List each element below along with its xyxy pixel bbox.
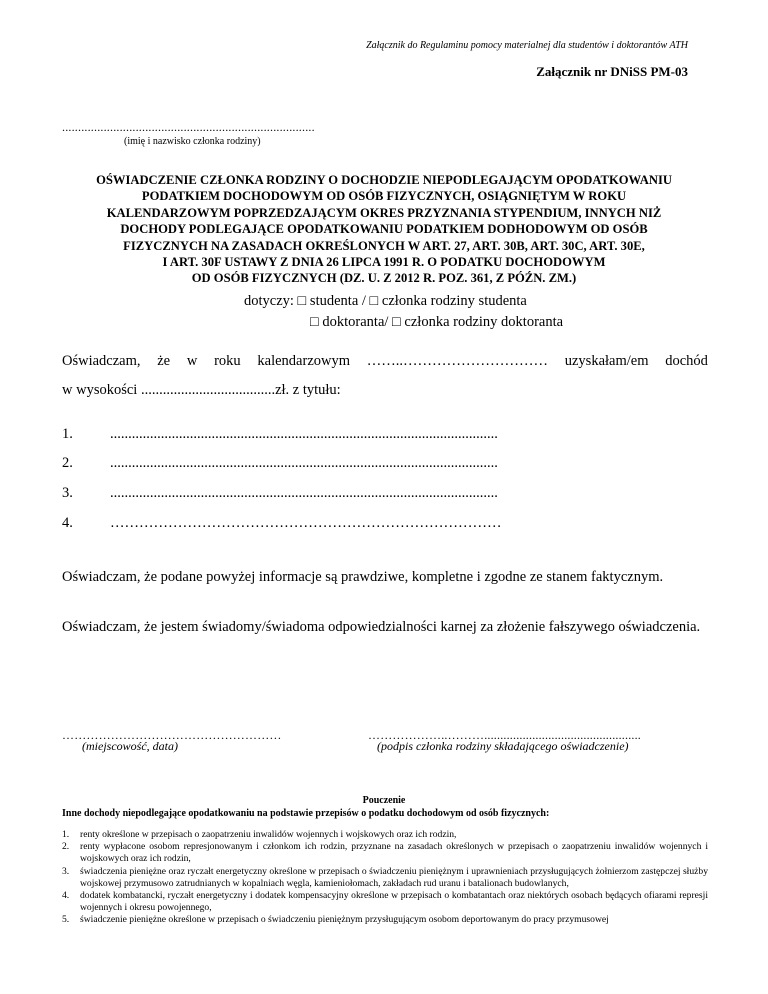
declaration-word: Oświadczam,: [62, 353, 141, 369]
title-line: DOCHODY PODLEGAJĄCE OPODATKOWANIU PODATKIEM DODHODOWYM OD OSÓB: [120, 222, 648, 237]
income-amount-line[interactable]: w wysokości .....................................zł. z tytułu:: [62, 382, 341, 398]
instructions-list: [62, 829, 708, 927]
item-number: 3.: [62, 485, 73, 501]
income-source-item[interactable]: [62, 455, 498, 472]
list-item-number: 3.: [62, 865, 70, 877]
list-item: [62, 841, 708, 865]
list-item-number: 4.: [62, 890, 70, 902]
list-item-number: 2.: [62, 841, 70, 853]
income-source-item[interactable]: [62, 485, 498, 502]
document-title: [60, 172, 708, 287]
place-date-label: (miejscowość, data): [82, 739, 178, 753]
title-line: KALENDARZOWYM POPRZEDZAJĄCYM OKRES PRZYZNANIA STYPENDIUM, INNYCH NIŻ: [106, 205, 662, 220]
declaration-word: że: [157, 353, 171, 369]
instructions-subheading: Inne dochody niepodlegające opodatkowaniu na podstawie przepisów o podatku dochodowym od osób fizycznych:: [62, 808, 550, 819]
list-item-number: 1.: [62, 829, 70, 840]
title-line: FIZYCZNYCH NA ZASADACH OKREŚLONYCH W ART. 27, ART. 30B, ART. 30C, ART. 30E,: [123, 238, 645, 253]
instructions-heading: Pouczenie: [362, 795, 406, 806]
signature-label: (podpis członka rodziny składającego oświadczenie): [377, 739, 629, 753]
list-item: [62, 829, 708, 841]
place-date-field[interactable]: ………………………………………………: [62, 728, 282, 742]
list-item-number: 5.: [62, 914, 70, 926]
name-field-line[interactable]: ...............................................................................: [62, 120, 315, 134]
truthfulness-statement: Oświadczam, że podane powyżej informacje są prawdziwe, kompletne i zgodne ze stanem faktycznym.: [62, 569, 664, 585]
list-item-text: świadczenie pieniężne określone w przepisach o świadczeniu pieniężnym przysługującym osobom deportowanym do pracy przymusowej: [80, 914, 609, 926]
concerns-doctoral-options[interactable]: □ doktoranta/ □ członka rodziny doktoranta: [310, 314, 564, 330]
list-item: [62, 890, 708, 914]
list-item-text: dodatek kombatancki, ryczałt energetyczny i dodatek kompensacyjny określone w przepisach o kombatantach oraz niektórych osobach będących ofiarami represji wojennych i okresu powojennego,: [80, 890, 708, 914]
declaration-word: dochód: [665, 353, 708, 369]
declaration-word: kalendarzowym: [257, 353, 351, 369]
declaration-word: w: [186, 353, 198, 369]
concerns-student-options[interactable]: dotyczy: □ studenta / □ członka rodziny studenta: [244, 293, 527, 309]
item-fill-line[interactable]: ………………………………………………………………………: [110, 515, 502, 531]
income-source-item[interactable]: [62, 426, 498, 443]
attachment-note: Załącznik do Regulaminu pomocy materialnej dla studentów i doktorantów ATH: [366, 40, 688, 51]
declaration-word: roku: [214, 353, 241, 369]
liability-statement: Oświadczam, że jestem świadomy/świadoma odpowiedzialności karnej za złożenie fałszywego oświadczenia.: [62, 619, 701, 635]
income-declaration-line: [62, 353, 708, 370]
list-item: [62, 914, 708, 926]
title-line: I ART. 30F USTAWY Z DNIA 26 LIPCA 1991 R. O PODATKU DOCHODOWYM: [162, 255, 606, 270]
title-line: PODATKIEM DOCHODOWYM OD OSÓB FIZYCZNYCH, OSIĄGNIĘTYM W ROKU: [141, 189, 627, 204]
item-fill-line[interactable]: ...........................................................................................................: [110, 485, 498, 501]
declaration-word: uzyskałam/em: [564, 353, 649, 369]
signature-field[interactable]: ………………..……….................................................: [368, 728, 641, 742]
item-fill-line[interactable]: ...........................................................................................................: [110, 426, 498, 442]
attachment-number: Załącznik nr DNiSS PM-03: [536, 64, 688, 79]
list-item-text: renty wypłacone osobom represjonowanym i członkom ich rodzin, przyznane na zasadach określonych w przepisach o zaopatrzeniu inwalidów wojennych i wojskowych oraz ich rodzin,: [80, 841, 708, 865]
title-line: OŚWIADCZENIE CZŁONKA RODZINY O DOCHODZIE NIEPODLEGAJĄCYM OPODATKOWANIU: [96, 173, 672, 187]
title-line: OD OSÓB FIZYCZNYCH (DZ. U. Z 2012 R. POZ. 361, Z PÓŹN. ZM.): [191, 271, 577, 286]
list-item: [62, 866, 708, 890]
year-field[interactable]: ……..…………………………: [366, 353, 548, 369]
income-source-item[interactable]: [62, 515, 502, 532]
item-number: 4.: [62, 515, 73, 531]
item-number: 1.: [62, 426, 73, 442]
list-item-text: świadczenia pieniężne oraz ryczałt energetyczny określone w przepisach o świadczeniu pieniężnym i uprawnieniach przysługujących żołnierzom zastępczej służby wojskowej przymusowo zatrudnianych w kopalniach węgla, kamieniołomach, zakładach rud uranu i batalionach budowlanych,: [80, 865, 708, 889]
name-field-label: (imię i nazwisko członka rodziny): [124, 136, 261, 147]
list-item-text: renty określone w przepisach o zaopatrzeniu inwalidów wojennych i wojskowych oraz ich rodzin,: [80, 829, 457, 840]
item-fill-line[interactable]: ...........................................................................................................: [110, 455, 498, 471]
item-number: 2.: [62, 455, 73, 471]
